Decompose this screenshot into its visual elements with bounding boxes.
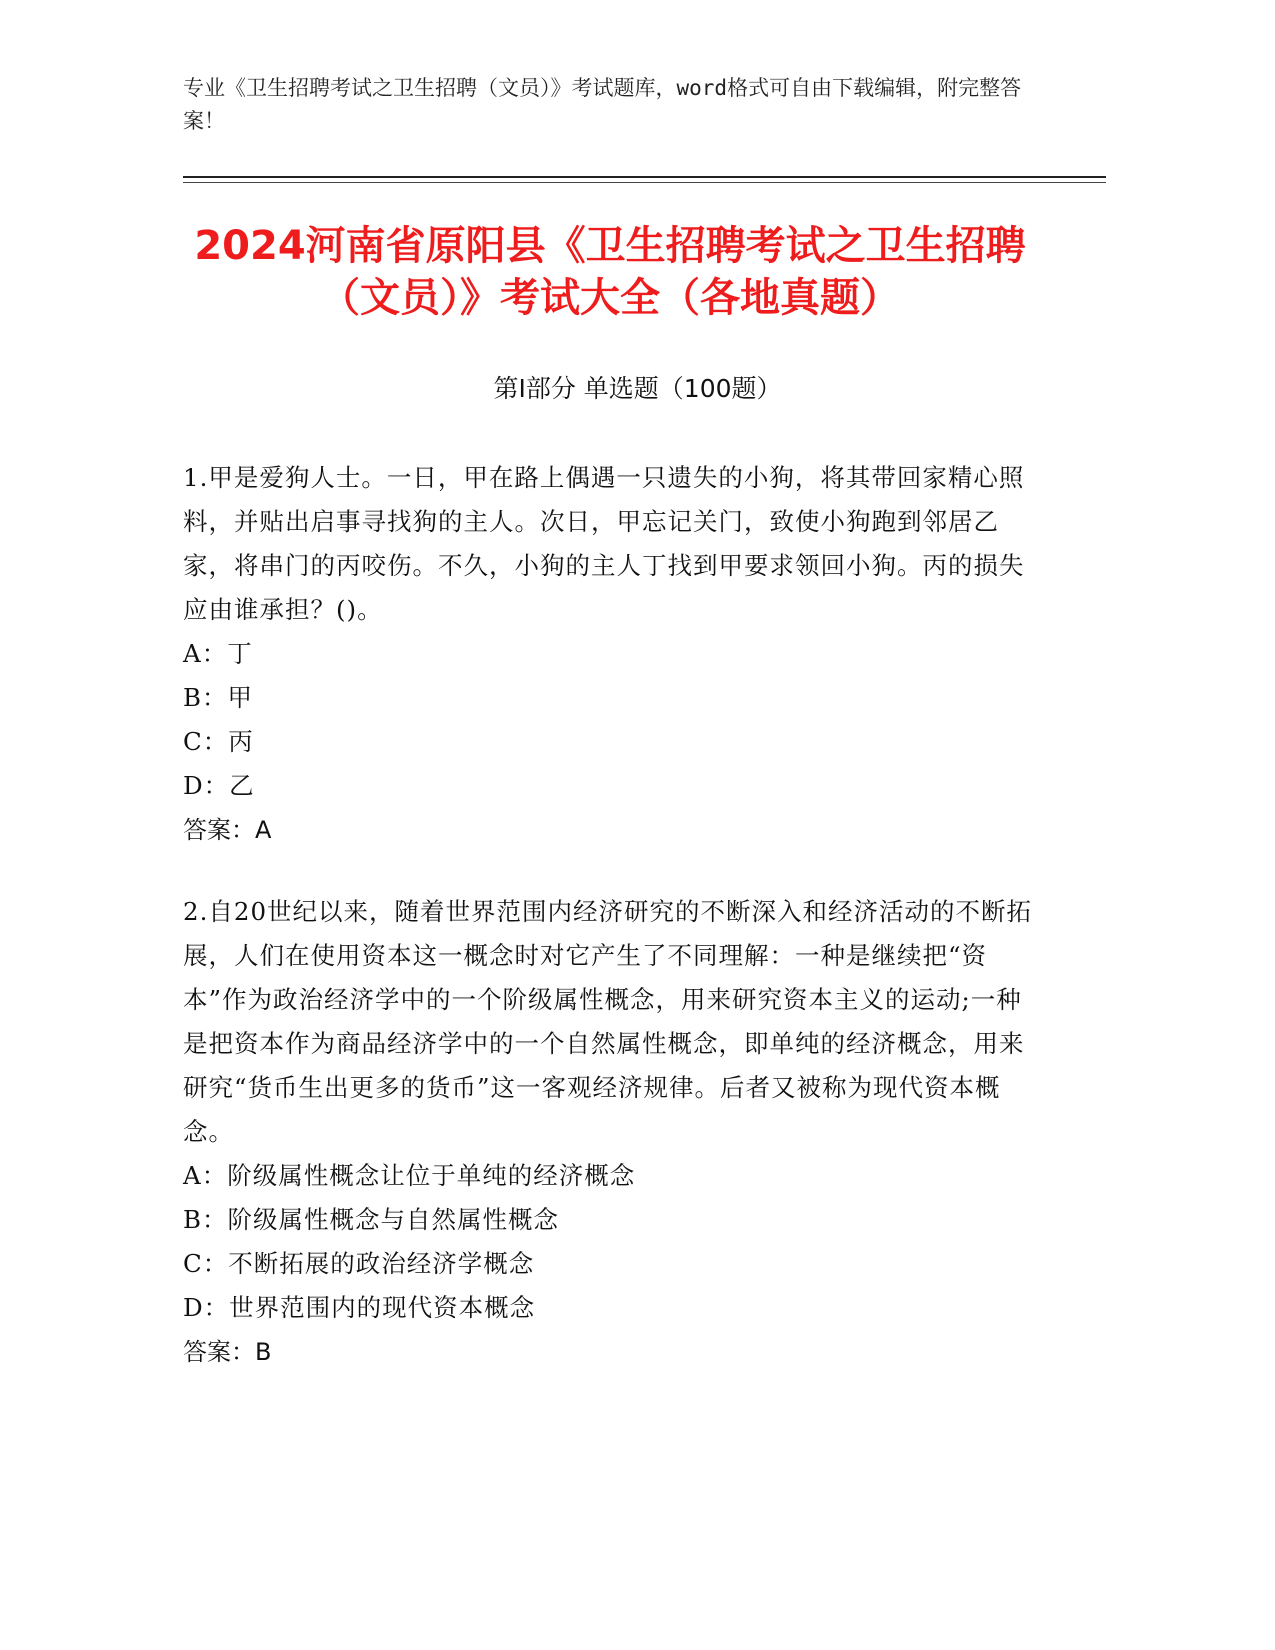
header-rule-thin (183, 182, 1106, 183)
option-a: A：丁 (183, 639, 253, 668)
header-note: 专业《卫生招聘考试之卫生招聘（文员）》考试题库，word格式可自由下载编辑，附完整答案！ (183, 76, 1022, 133)
option-b: B：甲 (183, 683, 254, 712)
option-a: A：阶级属性概念让位于单纯的经济概念 (183, 1161, 636, 1190)
question-stem: 1.甲是爱狗人士。一日，甲在路上偶遇一只遗失的小狗，将其带回家精心照料，并贴出启事寻找狗的主人。次日，甲忘记关门，致使小狗跑到邻居乙家，将串门的丙咬伤。不久，小狗的主人丁找到甲要求领回小狗。丙的损失应由谁承担？()。 (183, 463, 1025, 624)
option-c: C：不断拓展的政治经济学概念 (183, 1249, 535, 1278)
section-title: 第I部分 单选题（100题） (493, 374, 782, 403)
option-b: B：阶级属性概念与自然属性概念 (183, 1205, 560, 1234)
question-2 (183, 890, 1033, 1374)
question-1 (183, 456, 1033, 852)
question-stem: 2.自20世纪以来，随着世界范围内经济研究的不断深入和经济活动的不断拓展，人们在使用资本这一概念时对它产生了不同理解：一种是继续把“资本”作为政治经济学中的一个阶级属性概念，用来研究资本主义的运动;一种是把资本作为商品经济学中的一个自然属性概念，即单纯的经济概念，用来研究“货币生出更多的货币”这一客观经济规律。后者又被称为现代资本概念。 (183, 897, 1033, 1146)
header-rule-thick (183, 176, 1106, 178)
document-title: 2024河南省原阳县《卫生招聘考试之卫生招聘（文员）》考试大全（各地真题） (194, 223, 1026, 321)
option-c: C：丙 (183, 727, 254, 756)
option-d: D：世界范围内的现代资本概念 (183, 1293, 536, 1322)
answer-line: 答案：A (183, 816, 272, 844)
answer-line: 答案：B (183, 1338, 272, 1366)
option-d: D：乙 (183, 771, 255, 800)
